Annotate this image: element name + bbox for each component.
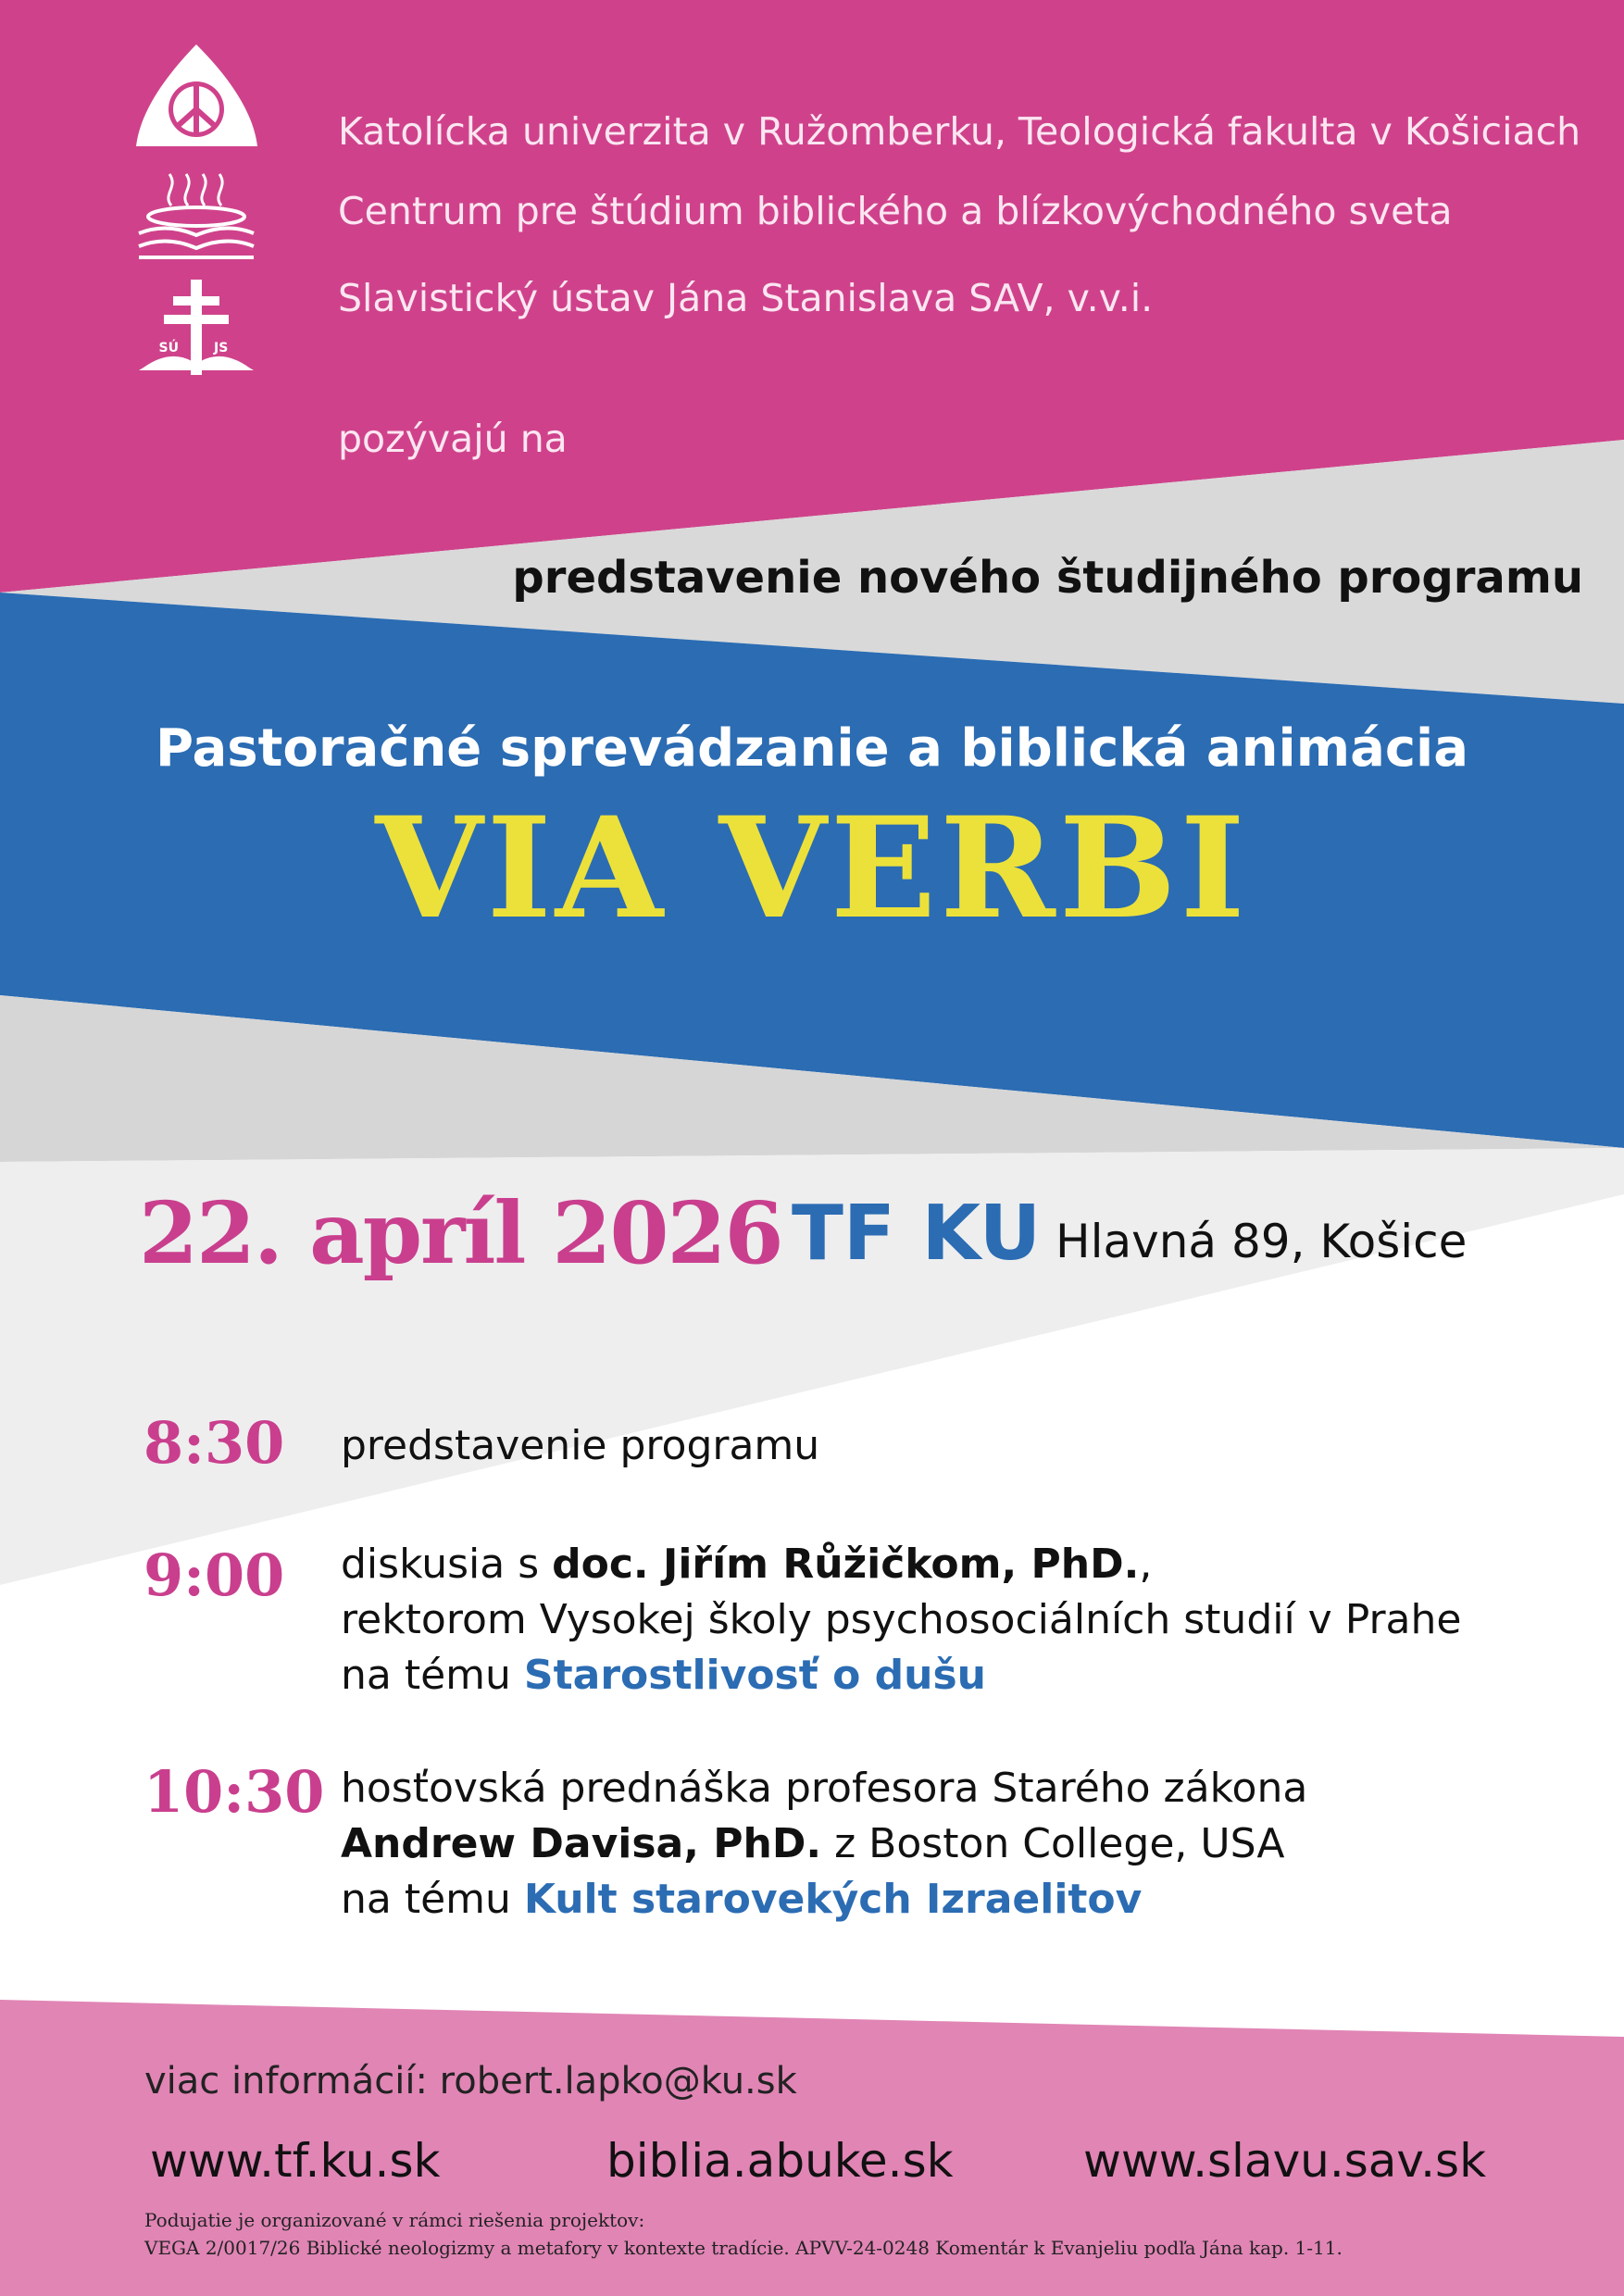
lecture-topic: Kult starovekých Izraelitov <box>523 1876 1143 1923</box>
cross-book-icon <box>134 280 259 377</box>
schedule-line <box>341 1820 1284 1867</box>
schedule-time: 9:00 <box>144 1541 285 1609</box>
speaker-name: doc. Jiřím Růžičkom, PhD. <box>552 1541 1140 1588</box>
event-kicker: predstavenie nového študijného programu <box>512 552 1583 604</box>
logo3-initials-right: JS <box>214 341 229 356</box>
project-note: Podujatie je organizované v rámci riešenia projektov: <box>144 2209 645 2231</box>
invite-text: pozývajú na <box>338 417 568 461</box>
schedule-text: hosťovská prednáška profesora Starého zákona <box>341 1765 1308 1812</box>
schedule-line <box>341 1541 1152 1588</box>
website-link[interactable]: biblia.abuke.sk <box>606 2134 954 2188</box>
website-link[interactable]: www.slavu.sav.sk <box>1083 2134 1487 2188</box>
schedule-line <box>341 1876 1142 1923</box>
open-book-flames-icon <box>134 168 259 261</box>
event-address: Hlavná 89, Košice <box>1056 1215 1468 1268</box>
event-subtitle: Pastoračné sprevádzanie a biblická animácia <box>155 718 1469 779</box>
speaker-role: rektorom Vysokej školy psychosociálních studií v Prahe <box>341 1596 1462 1643</box>
event-venue: TF KU <box>792 1190 1042 1278</box>
project-note: VEGA 2/0017/26 Biblické neologizmy a metafory v kontexte tradície. APVV-24-0248 Komentár k Evanjeliu podľa Jána kap. 1-11. <box>144 2237 1343 2259</box>
schedule-time: 8:30 <box>144 1409 285 1477</box>
schedule-text: na tému <box>341 1652 524 1699</box>
university-seal-icon <box>134 43 259 149</box>
organizer-line: Centrum pre štúdium biblického a blízkovýchodného sveta <box>338 189 1453 233</box>
schedule-text: z Boston College, USA <box>821 1820 1285 1867</box>
schedule-line <box>341 1652 986 1699</box>
speaker-name: Andrew Davisa, PhD. <box>341 1820 822 1867</box>
event-title: VIA VERBI <box>375 787 1249 950</box>
schedule-text: na tému <box>341 1876 524 1923</box>
schedule-text: predstavenie programu <box>341 1422 820 1469</box>
website-link[interactable]: www.tf.ku.sk <box>150 2134 441 2188</box>
logo3-initials-left: SÚ <box>158 341 179 356</box>
schedule-text: , <box>1139 1541 1153 1588</box>
schedule-time: 10:30 <box>144 1758 325 1826</box>
event-date: 22. apríl 2026 <box>139 1183 782 1283</box>
lecture-topic: Starostlivosť o dušu <box>523 1652 986 1699</box>
schedule-text: diskusia s <box>341 1541 553 1588</box>
organizer-line: Slavistický ústav Jána Stanislava SAV, v.v.i. <box>338 276 1154 320</box>
contact-info: viac informácií: robert.lapko@ku.sk <box>144 2060 797 2103</box>
organizer-line: Katolícka univerzita v Ružomberku, Teologická fakulta v Košiciach <box>338 109 1581 154</box>
